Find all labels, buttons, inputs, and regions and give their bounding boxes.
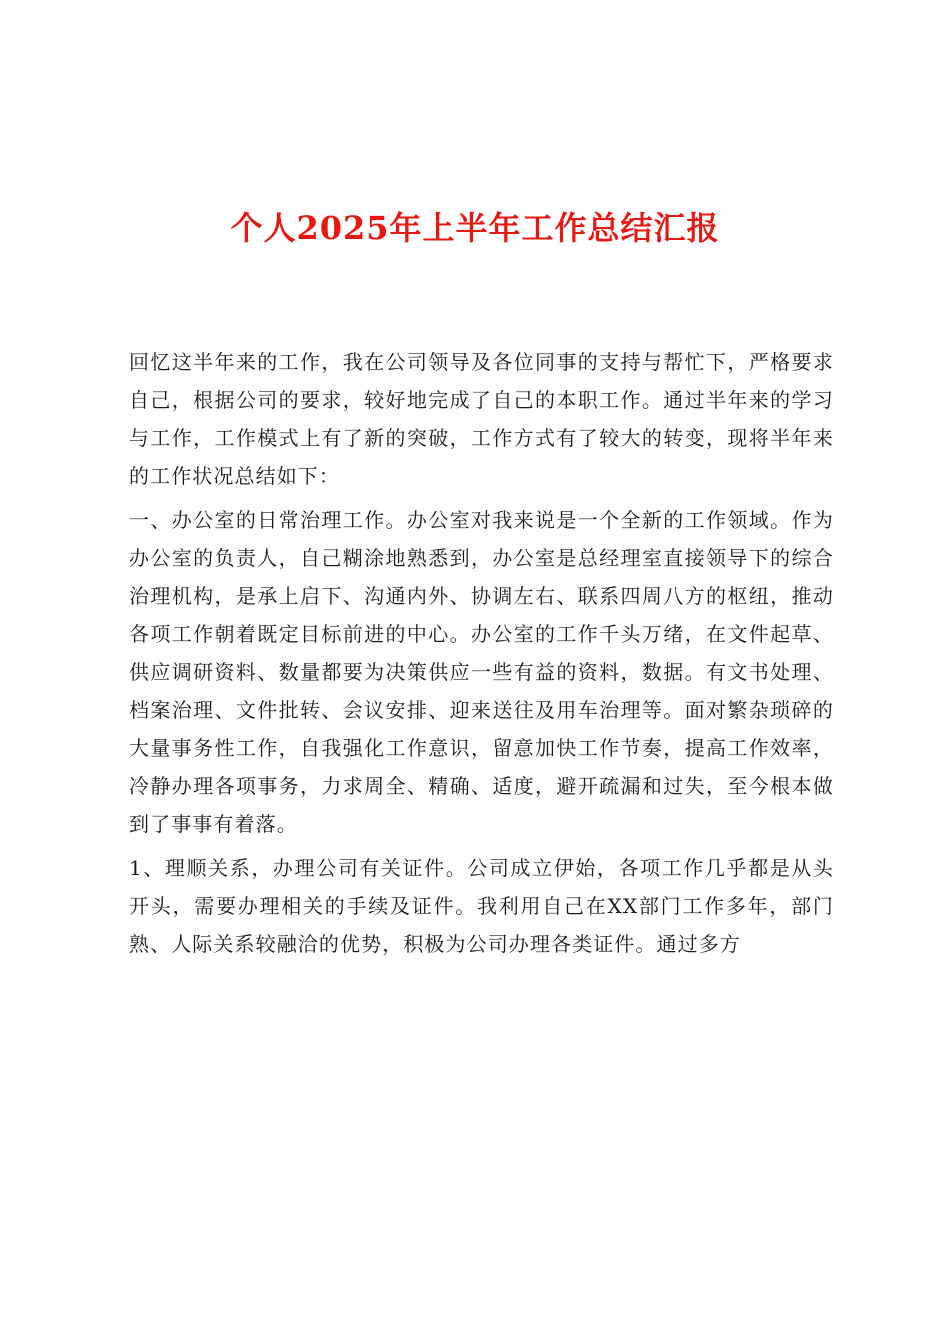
paragraph-section-1: 一、办公室的日常治理工作。办公室对我来说是一个全新的工作领域。作为办公室的负责人，自己糊涂地熟悉到，办公室是总经理室直接领导下的综合治理机构，是承上启下、沟通内外、协调左右、联系四周八方的枢纽，推动各项工作朝着既定目标前进的中心。办公室的工作千头万绪，在文件起草、供应调研资料、数量都要为决策供应一些有益的资料，数据。有文书处理、档案治理、文件批转、会议安排、迎来送往及用车治理等。面对繁杂琐碎的大量事务性工作，自我强化工作意识，留意加快工作节奏，提高工作效率，冷静办理各项事务，力求周全、精确、适度，避开疏漏和过失，至今根本做到了事事有着落。 (129, 508, 834, 836)
document-title: 个人2025年上半年工作总结汇报 (230, 209, 720, 247)
paragraph-intro: 回忆这半年来的工作，我在公司领导及各位同事的支持与帮忙下，严格要求自己，根据公司的要求，较好地完成了自己的本职工作。通过半年来的学习与工作，工作模式上有了新的突破，工作方式有了较大的转变，现将半年来的工作状况总结如下： (129, 350, 834, 488)
document-body (129, 343, 834, 969)
paragraph-item-1: 1、理顺关系，办理公司有关证件。公司成立伊始，各项工作几乎都是从头开头，需要办理相关的手续及证件。我利用自己在XX部门工作多年，部门熟、人际关系较融洽的优势，积极为公司办理各类证件。通过多方 (129, 856, 834, 956)
